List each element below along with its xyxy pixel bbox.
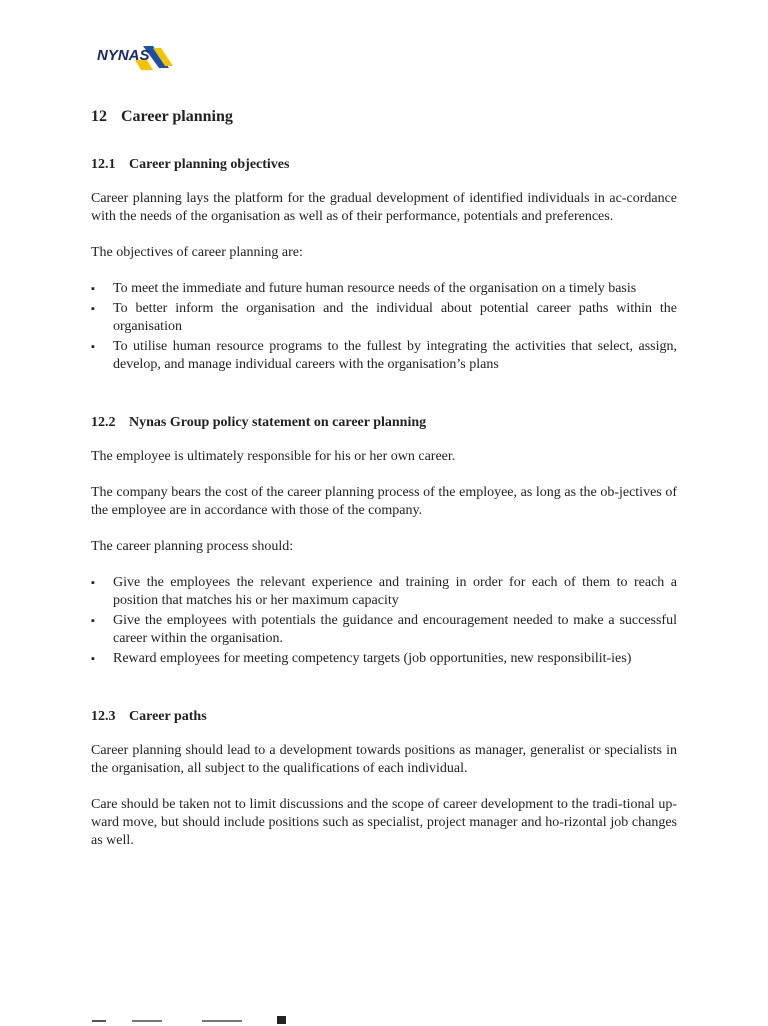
nynas-logo — [95, 38, 173, 74]
section-heading-12-2 — [91, 414, 677, 432]
list-item — [91, 650, 677, 668]
section-number: 12.2 — [91, 415, 116, 430]
section-title: Nynas Group policy statement on career planning — [129, 415, 427, 430]
paragraph: The career planning process should: — [91, 539, 294, 554]
bullet-icon: ▪ — [91, 303, 95, 315]
section-number: 12.3 — [91, 709, 116, 724]
section-heading-12-3 — [91, 708, 677, 726]
list-item — [91, 300, 677, 336]
paragraph: Career planning should lead to a development towards positions as manager, generalist or specialists in the organisation, all subject to the qualifications of each individual. — [91, 743, 677, 776]
list-item-text: To meet the immediate and future human resource needs of the organisation on a timely basis — [113, 281, 637, 296]
paragraph: Career planning lays the platform for the gradual development of identified individuals in ac-cordance with the needs of the organisation as well as of their performance, potentials and preferences. — [91, 191, 677, 224]
document-body — [91, 106, 677, 868]
bullet-icon: ▪ — [91, 615, 95, 627]
list-item-text: Give the employees the relevant experience and training in order for each of them to reach a position that matches his or her maximum capacity — [113, 575, 677, 608]
bullet-icon: ▪ — [91, 653, 95, 665]
paragraph: The objectives of career planning are: — [91, 245, 303, 260]
footer-decoration — [92, 1014, 292, 1026]
process-list — [91, 574, 677, 668]
chapter-number: 12 — [91, 108, 107, 125]
bullet-icon: ▪ — [91, 283, 95, 295]
list-item-text: Reward employees for meeting competency targets (job opportunities, new responsibilit-ies) — [113, 651, 632, 666]
chapter-title: Career planning — [121, 108, 233, 125]
chapter-heading — [91, 106, 677, 128]
objectives-list — [91, 280, 677, 374]
paragraph: The employee is ultimately responsible for his or her own career. — [91, 449, 456, 464]
section-title: Career planning objectives — [129, 157, 290, 172]
list-item — [91, 574, 677, 610]
list-item — [91, 280, 677, 298]
logo-text: NYNAS — [97, 47, 150, 64]
list-item-text: To utilise human resource programs to the fullest by integrating the activities that select, assign, develop, and manage individual careers with the organisation’s plans — [113, 339, 677, 372]
paragraph: The company bears the cost of the career planning process of the employee, as long as the ob-jectives of the employee are in accordance with those of the company. — [91, 485, 677, 518]
list-item-text: To better inform the organisation and the individual about potential career paths within the organisation — [113, 301, 677, 334]
list-item — [91, 612, 677, 648]
section-number: 12.1 — [91, 157, 116, 172]
section-title: Career paths — [129, 709, 207, 724]
bullet-icon: ▪ — [91, 577, 95, 589]
list-item — [91, 338, 677, 374]
paragraph: Care should be taken not to limit discussions and the scope of career development to the tradi-tional up-ward move, but should include positions such as specialist, project manager and ho-rizontal job changes as well. — [91, 797, 677, 848]
list-item-text: Give the employees with potentials the guidance and encouragement needed to make a successful career within the organisation. — [113, 613, 677, 646]
section-heading-12-1 — [91, 156, 677, 174]
bullet-icon: ▪ — [91, 341, 95, 353]
